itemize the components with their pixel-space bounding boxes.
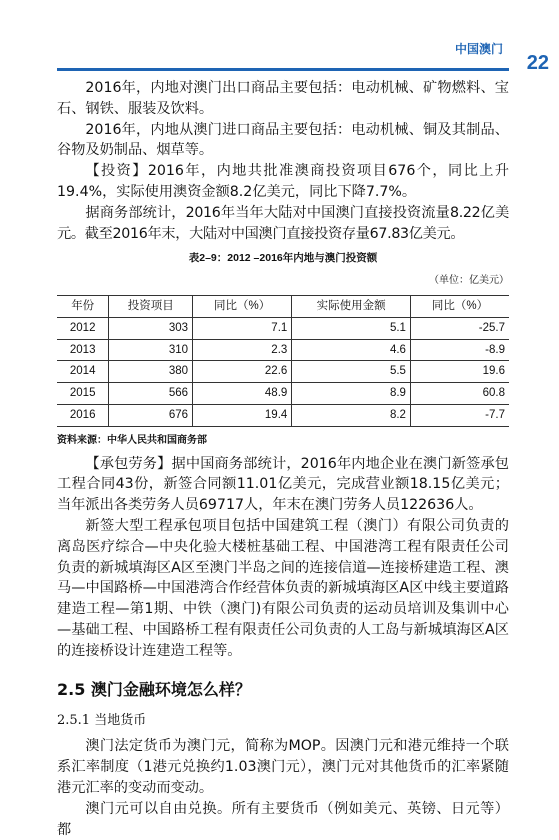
- table-header-row: [57, 295, 509, 317]
- paragraph: 据商务部统计，2016年当年大陆对中国澳门直接投资流量8.22亿美元。截至2016年末，大陆对中国澳门直接投资存量67.83亿美元。: [57, 204, 509, 242]
- table-row: [57, 404, 509, 426]
- table-cell: 2013: [57, 339, 109, 361]
- table-cell: 22.6: [193, 361, 292, 383]
- table-unit: （单位：亿美元）: [429, 275, 509, 287]
- table-row: [57, 339, 509, 361]
- table-cell: 8.2: [292, 404, 411, 426]
- table-row: [57, 317, 509, 339]
- table-cell: -25.7: [410, 317, 509, 339]
- table-cell: 303: [109, 317, 193, 339]
- table-source: 资料来源：中华人民共和国商务部: [57, 434, 207, 446]
- paragraph: 新签大型工程承包项目包括中国建筑工程（澳门）有限公司负责的离岛医疗综合—中央化验大楼桩基础工程、中国港湾工程有限责任公司负责的新城填海区A区至澳门半岛之间的连接信道—连接桥建造工程、澳马—中国路桥—中国港湾合作经营体负责的新城填海区A区中线主要道路建造工程—第1期、中铁（澳门)有限公司负责的运动员培训及集训中心—基础工程、中国路桥工程有限责任公司负责的人工岛与新城填海区A区的连接桥设计连建造工程等。: [57, 517, 509, 659]
- table-cell: 19.6: [410, 361, 509, 383]
- header-rule: [57, 68, 509, 71]
- section-heading: 2.5 澳门金融环境怎么样？: [57, 679, 251, 699]
- paragraph: 2016年，内地对澳门出口商品主要包括：电动机械、矿物燃料、宝石、钢铁、服装及饮料。: [57, 80, 509, 117]
- table-cell: 8.9: [292, 383, 411, 405]
- table-title: 表2–9：2012 –2016年内地与澳门投资额: [188, 252, 378, 265]
- paragraph: 澳门法定货币为澳门元，简称为MOP。因澳门元和港元维持一个联系汇率制度（1港元兑换约1.03澳门元），澳门元对其他货币的汇率紧随港元汇率的变动而变动。: [57, 738, 509, 796]
- subsection-heading: 2.5.1 当地货币: [57, 712, 147, 728]
- column-header: 年份: [57, 295, 109, 317]
- table-cell: 2.3: [193, 339, 292, 361]
- page-number: 22: [526, 52, 549, 74]
- header-section-title: 中国澳门: [454, 42, 503, 56]
- table-row: [57, 383, 509, 405]
- paragraph: 【投资】2016年，内地共批准澳商投资项目676个，同比上升19.4%，实际使用澳资金额8.2亿美元，同比下降7.7%。: [57, 163, 509, 200]
- column-header: 同比（%）: [410, 295, 509, 317]
- table-cell: 2015: [57, 383, 109, 405]
- paragraph: 澳门元可以自由兑换。所有主要货币（例如美元、英镑、日元等）都: [57, 800, 509, 838]
- table-cell: 60.8: [410, 383, 509, 405]
- investment-table: [57, 295, 509, 427]
- table-cell: 2014: [57, 361, 109, 383]
- table-cell: 566: [109, 383, 193, 405]
- table-cell: 5.5: [292, 361, 411, 383]
- table-cell: 48.9: [193, 383, 292, 405]
- table-cell: -7.7: [410, 404, 509, 426]
- page-body: [57, 78, 509, 840]
- table-cell: 380: [109, 361, 193, 383]
- table-cell: 19.4: [193, 404, 292, 426]
- table-cell: -8.9: [410, 339, 509, 361]
- table-cell: 4.6: [292, 339, 411, 361]
- column-header: 实际使用金额: [292, 295, 411, 317]
- table-cell: 7.1: [193, 317, 292, 339]
- column-header: 同比（%）: [193, 295, 292, 317]
- table-cell: 310: [109, 339, 193, 361]
- paragraph: 【承包劳务】据中国商务部统计，2016年内地企业在澳门新签承包工程合同43份，新签合同额11.01亿美元，完成营业额18.15亿美元；当年派出各类劳务人员69717人，年末在澳门劳务人员122636人。: [57, 455, 509, 514]
- paragraph: 2016年，内地从澳门进口商品主要包括：电动机械、铜及其制品、谷物及奶制品、烟草等。: [57, 121, 509, 159]
- table-cell: 676: [109, 404, 193, 426]
- table-row: [57, 361, 509, 383]
- column-header: 投资项目: [109, 295, 193, 317]
- table-cell: 2012: [57, 317, 109, 339]
- table-cell: 2016: [57, 404, 109, 426]
- table-cell: 5.1: [292, 317, 411, 339]
